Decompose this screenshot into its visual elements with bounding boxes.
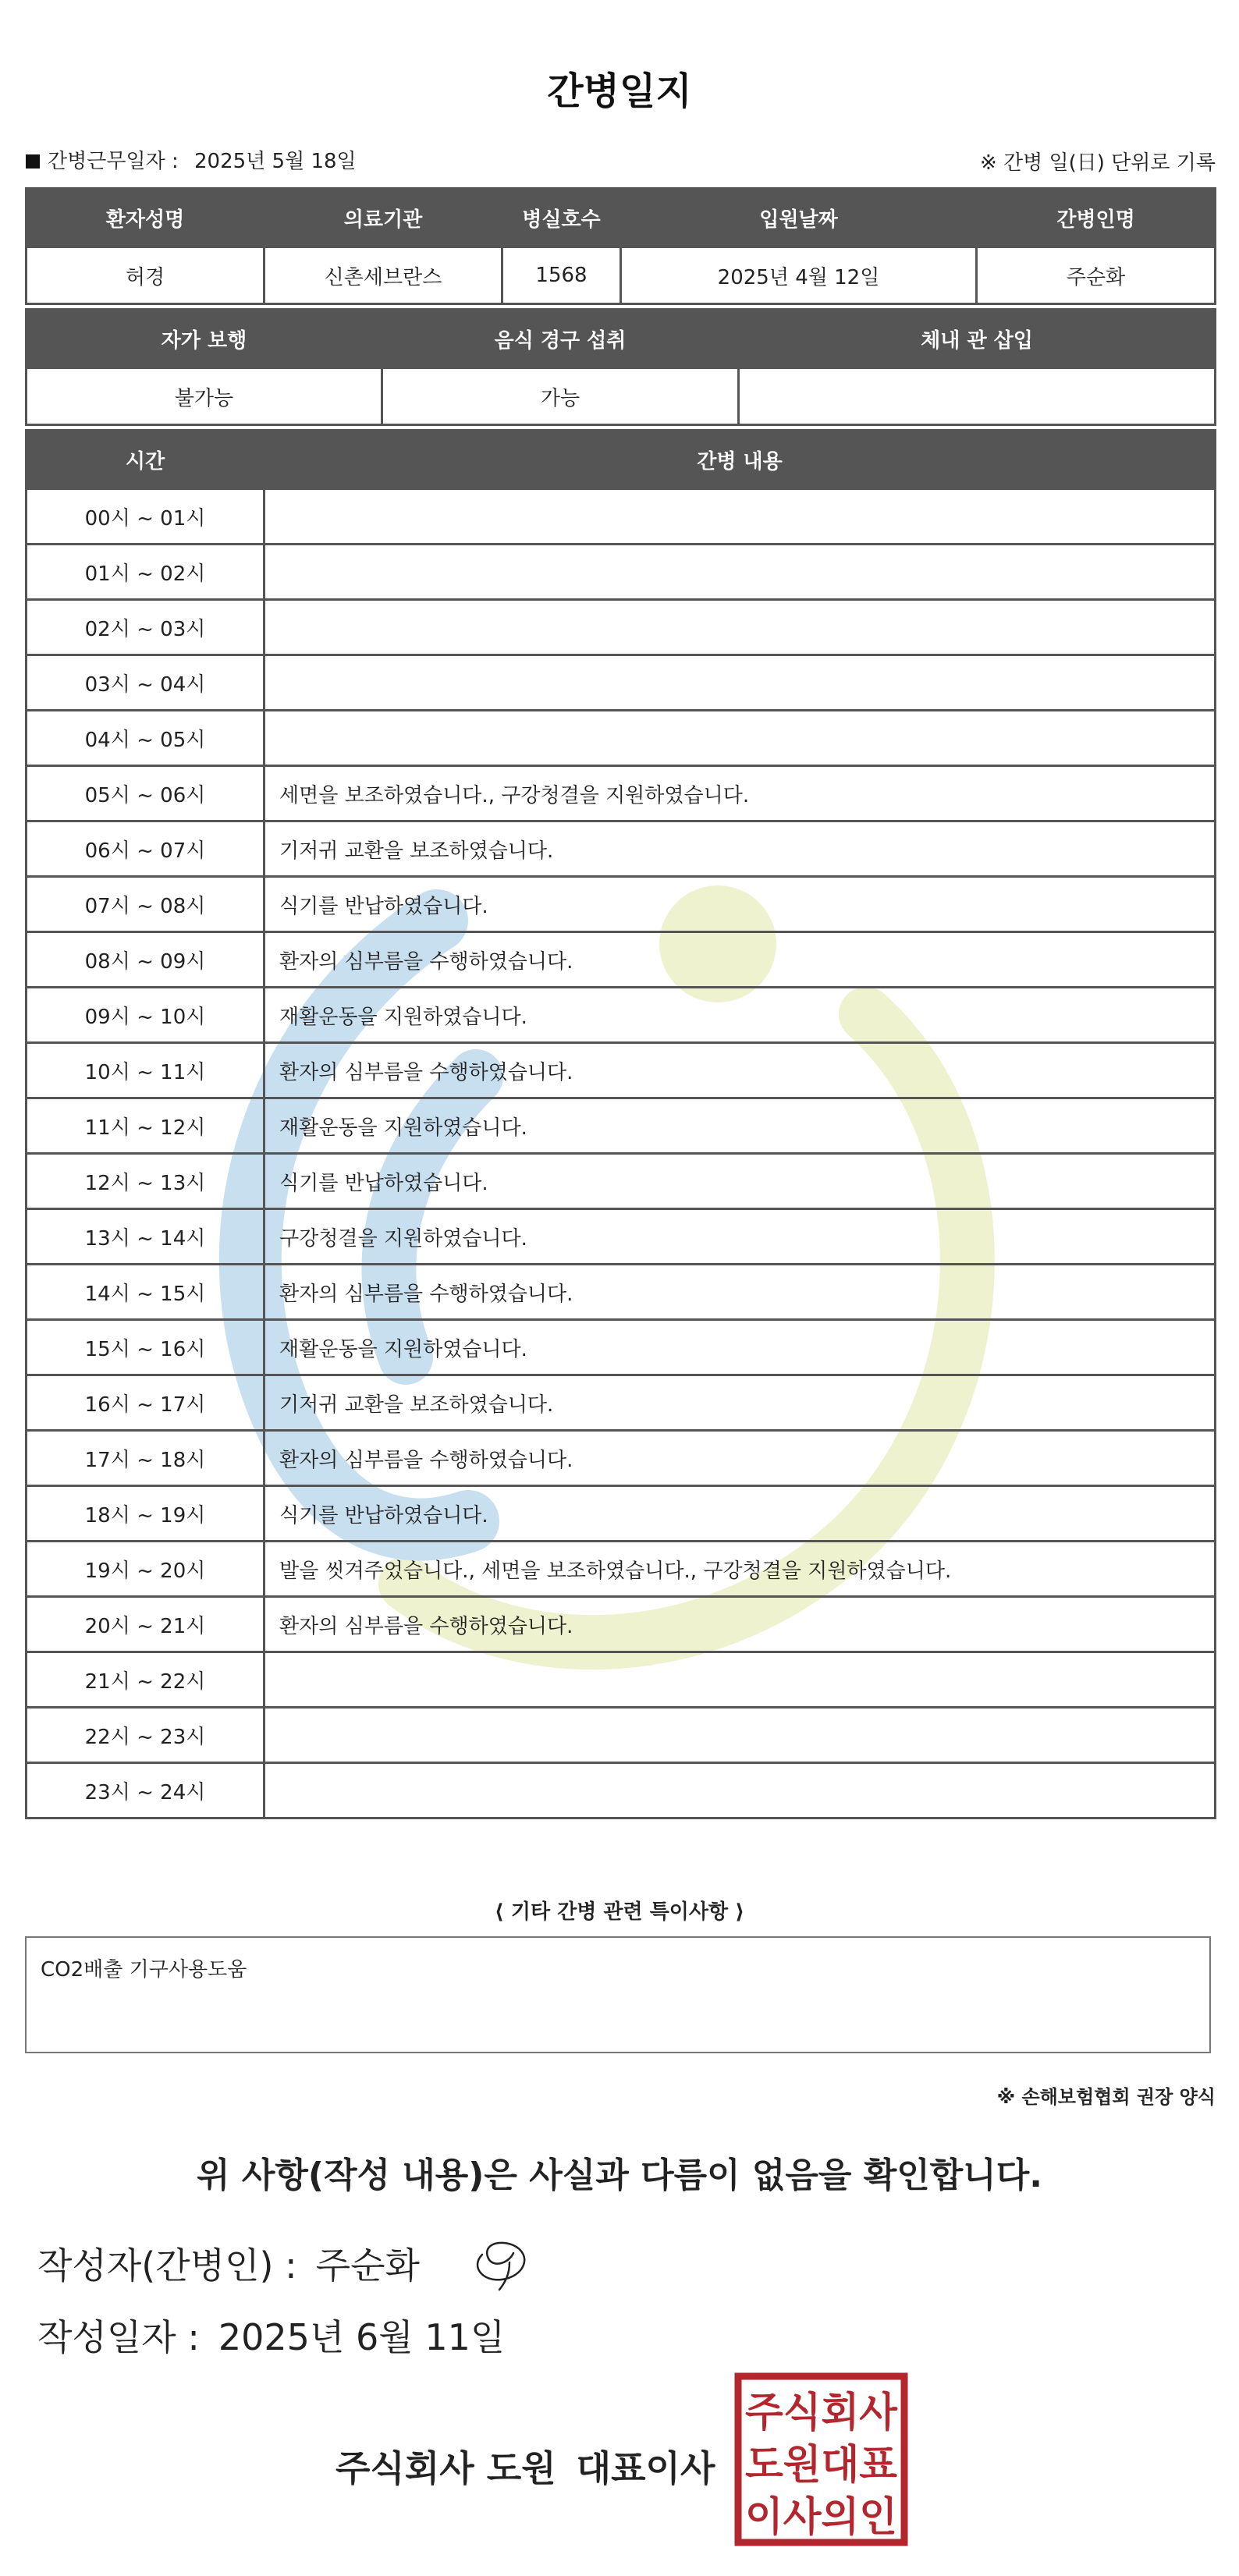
header-oral-intake: 음식 경구 섭취 bbox=[382, 310, 739, 368]
write-date-value: 2025년 6월 11일 bbox=[218, 2316, 506, 2358]
care-content bbox=[264, 1652, 1216, 1708]
care-time: 10시 ~ 11시 bbox=[27, 1043, 264, 1098]
walking-status: 불가능 bbox=[27, 368, 382, 425]
care-content bbox=[264, 600, 1216, 655]
care-log-row bbox=[27, 821, 1216, 877]
writer-name: 주순화 bbox=[315, 2244, 420, 2287]
care-content: 환자의 심부름을 수행하였습니다. bbox=[264, 1265, 1216, 1320]
header-hospital: 의료기관 bbox=[264, 189, 502, 247]
care-time: 00시 ~ 01시 bbox=[27, 489, 264, 545]
care-log-row bbox=[27, 600, 1216, 655]
svg-text:주식회사: 주식회사 bbox=[745, 2390, 898, 2436]
care-log-row bbox=[27, 1597, 1216, 1652]
header-caregiver-name: 간병인명 bbox=[977, 189, 1216, 247]
care-content bbox=[264, 489, 1216, 545]
patient-info-table bbox=[25, 187, 1216, 305]
company-role: 대표이사 bbox=[576, 2447, 715, 2489]
care-time: 13시 ~ 14시 bbox=[27, 1209, 264, 1265]
page-title: 간병일지 bbox=[547, 69, 692, 113]
care-content bbox=[264, 1708, 1216, 1763]
care-log-table bbox=[25, 429, 1216, 1819]
tube-insertion-status bbox=[739, 368, 1216, 425]
work-date-label: 간병근무일자 : bbox=[48, 150, 179, 173]
care-time: 20시 ~ 21시 bbox=[27, 1597, 264, 1652]
care-content: 환자의 심부름을 수행하였습니다. bbox=[264, 1431, 1216, 1486]
care-log-row bbox=[27, 1708, 1216, 1763]
care-content: 재활운동을 지원하였습니다. bbox=[264, 1320, 1216, 1375]
care-time: 14시 ~ 15시 bbox=[27, 1265, 264, 1320]
care-log-row bbox=[27, 1098, 1216, 1154]
work-date-value: 2025년 5월 18일 bbox=[194, 150, 357, 173]
care-log-row bbox=[27, 1542, 1216, 1597]
care-log-row bbox=[27, 545, 1216, 600]
notes-box bbox=[25, 1936, 1211, 2053]
care-log-row bbox=[27, 988, 1216, 1043]
signature-image bbox=[467, 2231, 537, 2294]
care-content: 발을 씻겨주었습니다., 세면을 보조하였습니다., 구강청결을 지원하였습니다. bbox=[264, 1542, 1216, 1597]
notes-text: CO2배출 기구사용도움 bbox=[41, 1958, 247, 1982]
care-time: 22시 ~ 23시 bbox=[27, 1708, 264, 1763]
confirmation-statement: 위 사항(작성 내용)은 사실과 다름이 없음을 확인합니다. bbox=[197, 2156, 1042, 2195]
care-log-row bbox=[27, 1431, 1216, 1486]
square-bullet-icon bbox=[26, 154, 40, 169]
care-log-row bbox=[27, 1265, 1216, 1320]
write-date-label: 작성일자 : bbox=[37, 2316, 200, 2358]
header-patient-name: 환자성명 bbox=[27, 189, 264, 247]
care-content: 구강청결을 지원하였습니다. bbox=[264, 1209, 1216, 1265]
care-content: 재활운동을 지원하였습니다. bbox=[264, 1098, 1216, 1154]
care-time: 02시 ~ 03시 bbox=[27, 600, 264, 655]
header-care-content: 간병 내용 bbox=[264, 431, 1216, 489]
care-time: 09시 ~ 10시 bbox=[27, 988, 264, 1043]
care-time: 01시 ~ 02시 bbox=[27, 545, 264, 600]
company-seal-stamp bbox=[733, 2372, 909, 2547]
care-time: 11시 ~ 12시 bbox=[27, 1098, 264, 1154]
care-content bbox=[264, 545, 1216, 600]
header-time: 시간 bbox=[27, 431, 264, 489]
care-log-row bbox=[27, 877, 1216, 932]
care-time: 04시 ~ 05시 bbox=[27, 711, 264, 766]
care-log-row bbox=[27, 1043, 1216, 1098]
patient-status-table bbox=[25, 308, 1216, 426]
care-log-row bbox=[27, 1320, 1216, 1375]
header-walking: 자가 보행 bbox=[27, 310, 382, 368]
care-time: 18시 ~ 19시 bbox=[27, 1486, 264, 1542]
svg-text:이사의인: 이사의인 bbox=[745, 2494, 897, 2541]
caregiver-name: 주순화 bbox=[977, 247, 1216, 304]
care-log-row bbox=[27, 766, 1216, 821]
care-log-row bbox=[27, 655, 1216, 711]
care-time: 15시 ~ 16시 bbox=[27, 1320, 264, 1375]
care-content bbox=[264, 655, 1216, 711]
care-content: 환자의 심부름을 수행하였습니다. bbox=[264, 1597, 1216, 1652]
care-time: 23시 ~ 24시 bbox=[27, 1763, 264, 1818]
writer-label: 작성자(간병인) : bbox=[37, 2244, 297, 2287]
care-content bbox=[264, 1763, 1216, 1818]
care-log-row bbox=[27, 489, 1216, 545]
writer-row bbox=[37, 2237, 420, 2289]
care-time: 19시 ~ 20시 bbox=[27, 1542, 264, 1597]
care-time: 06시 ~ 07시 bbox=[27, 821, 264, 877]
care-time: 07시 ~ 08시 bbox=[27, 877, 264, 932]
recommend-note: ※ 손해보험협회 권장 양식 bbox=[996, 2086, 1216, 2108]
svg-text:도원대표: 도원대표 bbox=[745, 2442, 897, 2489]
care-log-row bbox=[27, 932, 1216, 988]
care-content: 재활운동을 지원하였습니다. bbox=[264, 988, 1216, 1043]
patient-name: 허경 bbox=[27, 247, 264, 304]
care-log-row bbox=[27, 1375, 1216, 1431]
care-log-row bbox=[27, 711, 1216, 766]
care-log-row bbox=[27, 1154, 1216, 1209]
company-signature-line bbox=[335, 2440, 715, 2492]
care-content: 식기를 반납하였습니다. bbox=[264, 877, 1216, 932]
care-log-row bbox=[27, 1652, 1216, 1708]
oral-intake-status: 가능 bbox=[382, 368, 739, 425]
care-time: 03시 ~ 04시 bbox=[27, 655, 264, 711]
care-content: 세면을 보조하였습니다., 구강청결을 지원하였습니다. bbox=[264, 766, 1216, 821]
care-time: 16시 ~ 17시 bbox=[27, 1375, 264, 1431]
company-name: 주식회사 도원 bbox=[335, 2447, 556, 2489]
care-content: 식기를 반납하였습니다. bbox=[264, 1154, 1216, 1209]
care-log-row bbox=[27, 1209, 1216, 1265]
care-time: 17시 ~ 18시 bbox=[27, 1431, 264, 1486]
admission-date: 2025년 4월 12일 bbox=[621, 247, 977, 304]
header-room: 병실호수 bbox=[502, 189, 621, 247]
care-time: 05시 ~ 06시 bbox=[27, 766, 264, 821]
care-content: 기저귀 교환을 보조하였습니다. bbox=[264, 821, 1216, 877]
care-content: 환자의 심부름을 수행하였습니다. bbox=[264, 932, 1216, 988]
care-log-row bbox=[27, 1763, 1216, 1818]
hospital-name: 신촌세브란스 bbox=[264, 247, 502, 304]
write-date-row bbox=[37, 2309, 505, 2361]
care-time: 21시 ~ 22시 bbox=[27, 1652, 264, 1708]
room-number: 1568 bbox=[502, 247, 621, 304]
header-tube-insertion: 체내 관 삽입 bbox=[739, 310, 1216, 368]
care-content: 식기를 반납하였습니다. bbox=[264, 1486, 1216, 1542]
care-content bbox=[264, 711, 1216, 766]
header-admission-date: 입원날짜 bbox=[621, 189, 977, 247]
care-time: 12시 ~ 13시 bbox=[27, 1154, 264, 1209]
care-content: 기저귀 교환을 보조하였습니다. bbox=[264, 1375, 1216, 1431]
care-time: 08시 ~ 09시 bbox=[27, 932, 264, 988]
record-note: ※ 간병 일(日) 단위로 기록 bbox=[979, 151, 1216, 175]
work-date-row bbox=[26, 145, 357, 174]
notes-title: ⟨ 기타 간병 관련 특이사항 ⟩ bbox=[494, 1900, 745, 1924]
care-log-row bbox=[27, 1486, 1216, 1542]
care-content: 환자의 심부름을 수행하였습니다. bbox=[264, 1043, 1216, 1098]
